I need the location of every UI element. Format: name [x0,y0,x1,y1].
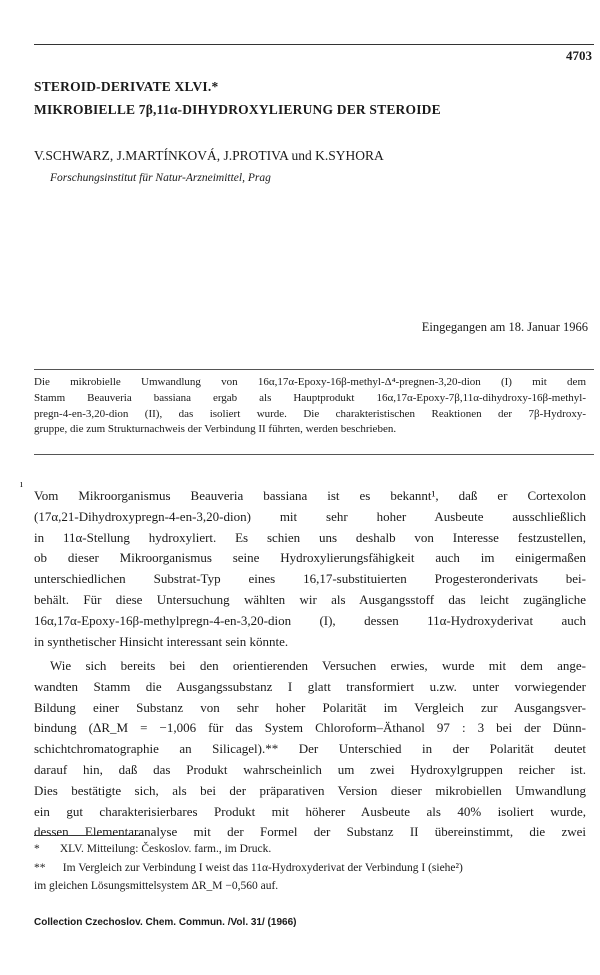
page-number: 4703 [566,48,592,63]
body-line: (17α,21-Dihydroxypregn-4-en-3,20-dion) mit sehr hoher Ausbeute ausschließlich [34,508,586,524]
body-line: in synthetischer Hinsicht interessant sein könnte. [34,633,289,649]
body-line: behält. Für diese Untersuchung wählten wir als Ausgangsstoff das leicht zugängliche [34,591,586,607]
body-line: wandten Stamm die Ausgangssubstanz I glatt transformiert u.zw. unter vorwiegender [34,678,586,694]
body-line: 16α,17α-Epoxy-16β-methylpregn-4-en-3,20-dion (I), dessen 11α-Hydroxyderivat auch [34,612,586,628]
footnotes [34,840,586,896]
abstract-bottom-rule [34,454,594,455]
paragraph-2 [34,656,586,843]
paragraph-1 [34,486,586,652]
affiliation: Forschungsinstitut für Natur-Arzneimittel, Prag [50,172,271,184]
body-line: Wie sich bereits bei den orientierenden Versuchen erwies, wurde mit dem ange- [50,658,586,673]
margin-mark: ı [20,479,23,490]
body-line: bindung (ΔR_M = −1,006 für das System Chloroform–Äthanol 97 : 3 bei der Dünn- [34,720,586,736]
body-line: unterschiedlichen Substrat-Typ eines 16,17-substituierten Progesteronderivats bei- [34,571,586,587]
body-line: in 11α-Stellung hydroxyliert. Es schien uns deshalb von Interesse festzustellen, [34,529,586,545]
authors: V.SCHWARZ, J.MARTÍNKOVÁ, J.PROTIVA und K.SYHORA [34,148,384,163]
abstract-line: Stamm Beauveria bassiana ergab als Hauptprodukt 16α,17α-Epoxy-7β,11α-dihydroxy-16β-methyl- [34,391,586,404]
body-line: Dies bestätigte sich, als bei der präparativen Version dieser mikrobiellen Umwandlung [34,782,586,798]
footnote-2-cont: im gleichen Lösungsmittelsystem ΔR_M −0,560 auf. [34,880,279,892]
body-line: darauf hin, daß das Produkt wahrscheinlich um zwei Hydroxylgruppen reicher ist. [34,761,586,777]
abstract [34,375,586,438]
body-line: ob dieser Mikroorganismus seine Hydroxylierungsfähigkeit auch im einigermaßen [34,550,586,566]
abstract-line: Die mikrobielle Umwandlung von 16α,17α-Epoxy-16β-methyl-Δ⁴-pregnen-3,20-dion (I) mit dem [34,376,586,388]
footnote-2: ** Im Vergleich zur Verbindung I weist das 11α-Hydroxyderivat der Verbindung I (siehe²) [34,861,463,874]
article-title: MIKROBIELLE 7β,11α-DIHYDROXYLIERUNG DER STEROIDE [34,102,441,117]
received-date: Eingegangen am 18. Januar 1966 [421,320,588,334]
abstract-line: pregn-4-en-3,20-dion (II), das isoliert wurde. Die charakteristischen Reaktionen der 7β-Hydroxy- [34,407,586,420]
header-rule [34,44,594,45]
journal-citation: Collection Czechoslov. Chem. Commun. /Vol. 31/ (1966) [34,917,297,928]
body-line: Bildung einer Substanz von sehr hoher Polarität im Vergleich zur Ausgangsver- [34,699,586,715]
body-line: dessen Elementaranalyse mit der Formel der Substanz II übereinstimmt, die zwei [34,824,586,840]
abstract-top-rule [34,369,594,370]
series-title: STEROID-DERIVATE XLVI.* [34,79,219,94]
abstract-line: gruppe, die zum Strukturnachweis der Verbindung II führten, werden beschrieben. [34,423,397,436]
body-line: schichtchromatographie an Silicagel).** Der Unterschied in der Polarität deutet [34,741,586,757]
footnote-1: * XLV. Mitteilung: Českoslov. farm., im Druck. [34,843,272,855]
footnote-rule [34,835,144,836]
body-line: ein gut charakterisierbares Produkt mit höherer Ausbeute als 40% isoliert wurde, [34,803,586,819]
body-line: Vom Mikroorganismus Beauveria bassiana ist es bekannt¹, daß er Cortexolon [34,488,586,503]
